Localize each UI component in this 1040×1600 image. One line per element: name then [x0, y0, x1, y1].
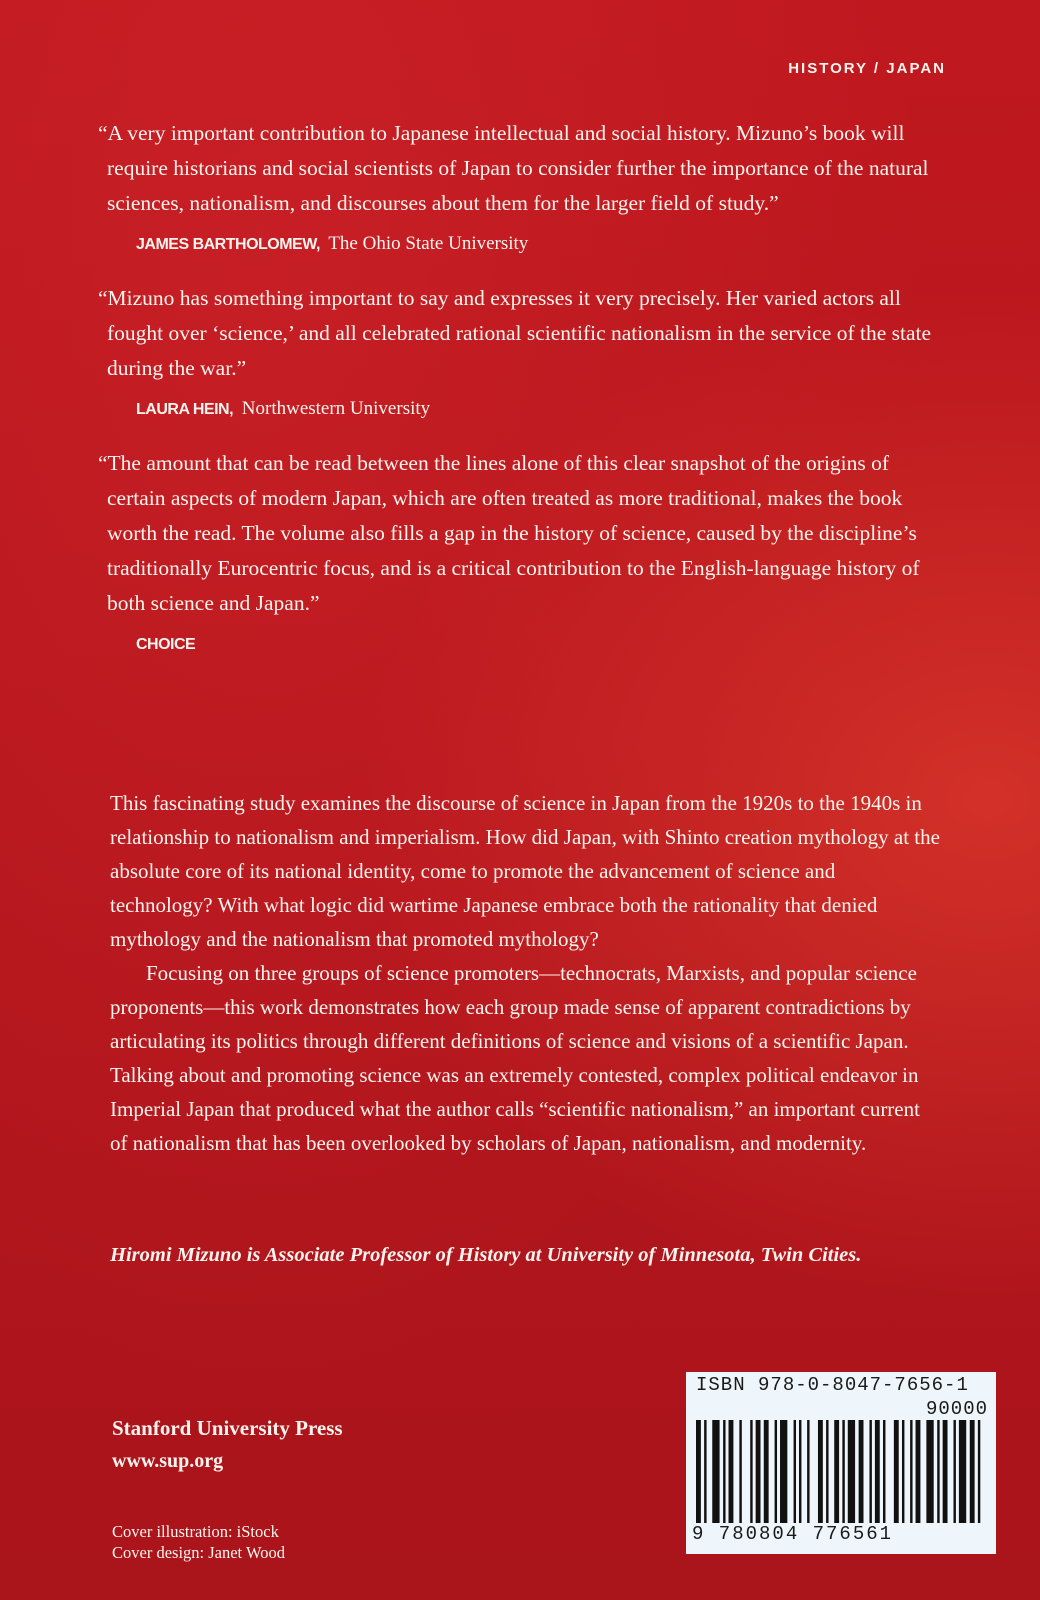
- barcode-bars-icon: [696, 1420, 986, 1523]
- description-paragraph: Focusing on three groups of science promoters—technocrats, Marxists, and popular science proponents—this work demonstrates how each group made sense of apparent contradictions by articulating its politics through different definitions of science and visions of a scientific Japan. Talking about and promoting science was an extremely contested, complex political endeavor in Imperial Japan that produced what the author calls “scientific nationalism,” an important current of nationalism that has been overlooked by scholars of Japan, nationalism, and modernity.: [110, 961, 920, 1155]
- author-bio: Hiromi Mizuno is Associate Professor of History at University of Minnesota, Twin Cities.: [110, 1244, 862, 1266]
- endorsement: [98, 446, 948, 660]
- endorsement-attribution: [136, 229, 948, 260]
- description-paragraph: This fascinating study examines the discourse of science in Japan from the 1920s to the 1940s in relationship to nationalism and imperialism. How did Japan, with Shinto creation mythology at the absolute core of its national identity, come to promote the advancement of science and technology? With what logic did wartime Japanese embrace both the rationality that denied mythology and the nationalism that promoted mythology?: [110, 791, 940, 951]
- publisher-url: www.sup.org: [112, 1450, 224, 1472]
- endorsement-quote: “A very important contribution to Japanese intellectual and social history. Mizuno’s book will require historians and social scientists of Japan to consider further the importance of the natural sciences, nationalism, and discourses about them for the larger field of study.”: [98, 121, 929, 215]
- endorsement: [98, 116, 948, 260]
- endorser-name: CHOICE: [136, 636, 196, 653]
- endorsement-quote: “The amount that can be read between the lines alone of this clear snapshot of the origins of certain aspects of modern Japan, which are often treated as more traditional, makes the book worth the read. The volume also fills a gap in the history of science, caused by the discipline’s traditionally Eurocentric focus, and is a critical contribution to the English-language history of both science and Japan.”: [98, 451, 920, 615]
- endorsement-quote: “Mizuno has something important to say and expresses it very precisely. Her varied actors all fought over ‘science,’ and all celebrated rational scientific nationalism in the service of the state during the war.”: [98, 286, 932, 380]
- endorser-affiliation: Northwestern University: [241, 398, 431, 419]
- endorsement-attribution: [136, 394, 948, 425]
- endorser-name: LAURA HEIN,: [136, 401, 234, 418]
- endorser-name: JAMES BARTHOLOMEW,: [136, 236, 320, 253]
- endorsement: [98, 281, 948, 425]
- ean-digits: 9 780804 776561: [692, 1523, 894, 1545]
- isbn-text: ISBN 978-0-8047-7656-1: [696, 1374, 969, 1396]
- book-description: [110, 786, 940, 1160]
- endorser-affiliation: The Ohio State University: [328, 233, 529, 254]
- isbn-barcode: [686, 1372, 996, 1554]
- price-code: 90000: [925, 1398, 988, 1420]
- cover-illustration-credit: Cover illustration: iStock: [112, 1522, 279, 1541]
- cover-credits: [112, 1521, 285, 1563]
- publisher-block: [112, 1412, 343, 1478]
- category-label: HISTORY / JAPAN: [788, 60, 946, 77]
- endorsements: [98, 116, 948, 681]
- publisher-name: Stanford University Press: [112, 1416, 343, 1440]
- cover-design-credit: Cover design: Janet Wood: [112, 1543, 285, 1562]
- endorsement-attribution: [136, 629, 948, 660]
